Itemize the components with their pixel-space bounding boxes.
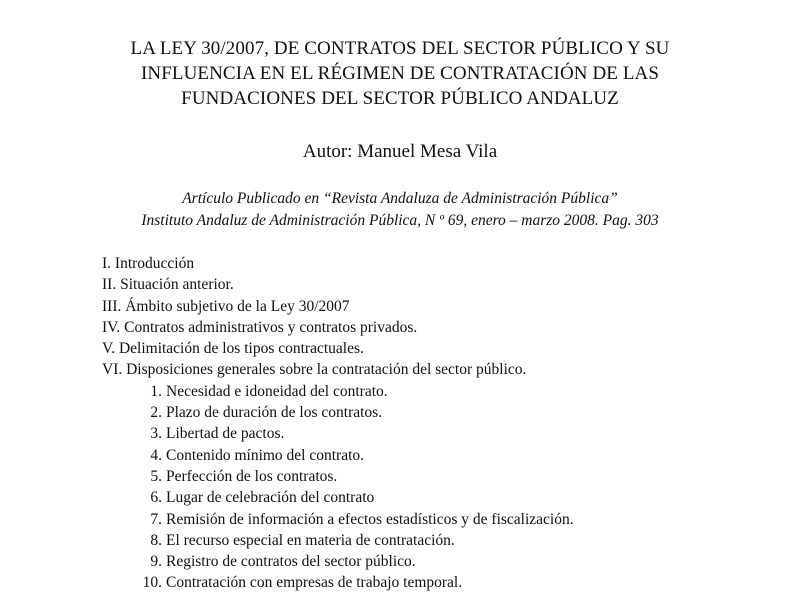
toc-subitem-text: El recurso especial en materia de contratación. bbox=[166, 531, 455, 549]
toc-subitem-number: 1. bbox=[150, 382, 162, 400]
toc-item-ambito-subjetivo: III. Ámbito subjetivo de la Ley 30/2007 bbox=[102, 297, 350, 315]
toc-subitem-text: Libertad de pactos. bbox=[166, 425, 285, 443]
toc-item-situacion-anterior: II. Situación anterior. bbox=[102, 276, 234, 294]
toc-subitem-text: Necesidad e idoneidad del contrato. bbox=[166, 382, 388, 400]
toc-subitem-text: Perfección de los contratos. bbox=[166, 467, 338, 485]
toc-subitem-text: Contratación con empresas de trabajo temporal. bbox=[166, 574, 463, 592]
toc-subitem bbox=[102, 530, 782, 551]
toc-subitem bbox=[102, 487, 782, 508]
toc-subitem-text: Lugar de celebración del contrato bbox=[166, 489, 375, 507]
source-line-1: Artículo Publicado en “Revista Andaluza de Administración Pública” bbox=[182, 190, 618, 207]
toc-subitem-text: Contenido mínimo del contrato. bbox=[166, 446, 365, 464]
toc-subitem bbox=[102, 509, 782, 530]
toc-subitem bbox=[102, 402, 782, 423]
toc-subitem-number: 6. bbox=[150, 489, 162, 507]
toc-subitem-number: 9. bbox=[150, 553, 162, 571]
toc-subitem-number: 5. bbox=[150, 467, 162, 485]
toc-subitem-number: 4. bbox=[150, 446, 162, 464]
toc-subitem-number: 3. bbox=[150, 425, 162, 443]
title-line-2: INFLUENCIA EN EL RÉGIMEN DE CONTRATACIÓN DE LAS bbox=[140, 63, 660, 84]
title-line-3: FUNDACIONES DEL SECTOR PÚBLICO ANDALUZ bbox=[181, 88, 619, 109]
author-line: Autor: Manuel Mesa Vila bbox=[302, 141, 498, 162]
document-title bbox=[60, 36, 740, 111]
toc-subitem bbox=[102, 572, 782, 593]
table-of-contents bbox=[102, 253, 782, 594]
publication-source bbox=[60, 188, 740, 232]
toc-subitem-number: 8. bbox=[150, 531, 162, 549]
toc-item-delimitacion-tipos: V. Delimitación de los tipos contractuales. bbox=[102, 340, 364, 358]
toc-subitem-number: 7. bbox=[150, 510, 162, 528]
toc-subitem bbox=[102, 423, 782, 444]
toc-subitem-text: Remisión de información a efectos estadísticos y de fiscalización. bbox=[166, 510, 574, 528]
toc-subitem-text: Registro de contratos del sector público. bbox=[166, 553, 416, 571]
toc-subitem bbox=[102, 381, 782, 402]
toc-subitem bbox=[102, 466, 782, 487]
source-line-2: Instituto Andaluz de Administración Pública, N º 69, enero – marzo 2008. Pag. 303 bbox=[141, 212, 659, 229]
toc-subitem-text: Plazo de duración de los contratos. bbox=[166, 404, 383, 422]
title-line-1: LA LEY 30/2007, DE CONTRATOS DEL SECTOR PÚBLICO Y SU bbox=[130, 38, 670, 59]
toc-subitem-number: 10. bbox=[142, 574, 162, 592]
toc-item-introduccion: I. Introducción bbox=[102, 255, 195, 272]
toc-subitem bbox=[102, 445, 782, 466]
toc-item-contratos-administrativos: IV. Contratos administrativos y contratos privados. bbox=[102, 318, 418, 336]
toc-subitem bbox=[102, 551, 782, 572]
toc-item-disposiciones-generales: VI. Disposiciones generales sobre la contratación del sector público. bbox=[102, 361, 527, 379]
toc-subitem-number: 2. bbox=[150, 404, 162, 422]
